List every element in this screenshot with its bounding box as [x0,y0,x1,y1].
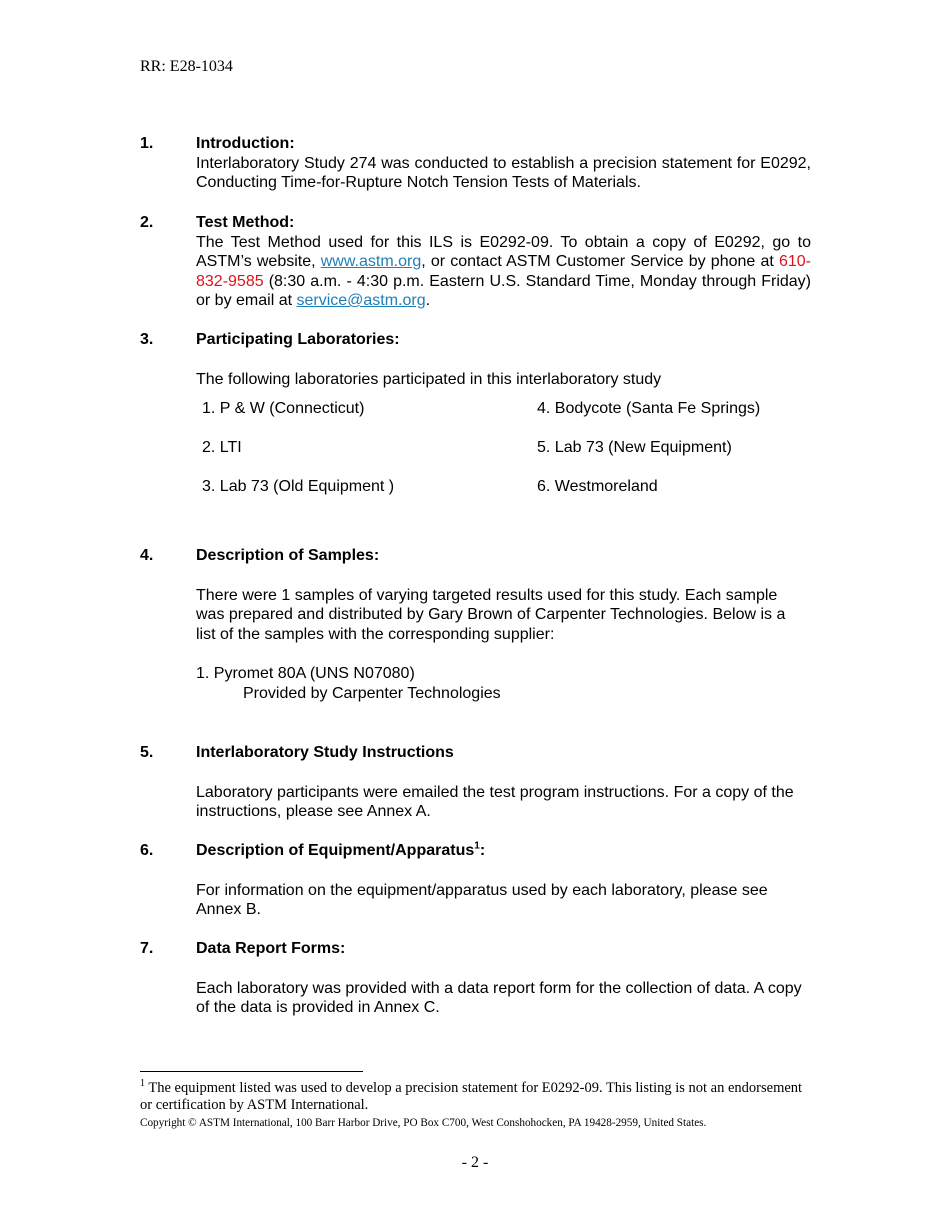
section-title-text: Description of Equipment/Apparatus [196,842,475,859]
text-segment: , or contact ASTM Customer Service by phone at [421,253,779,270]
section-text: For information on the equipment/apparatus used by each laboratory, please see Annex B. [196,881,768,918]
section-title [196,841,811,861]
section-text: Interlaboratory Study 274 was conducted to establish a precision statement for E0292, Conducting Time-for-Rupture Notch Tension Tests of Materials. [196,154,811,191]
text-segment: The Test Method used for this ILS is E0292-09. To obtain a copy of E0292, go to ASTM’s website, [196,233,811,270]
section-title: Participating Laboratories: [196,331,400,348]
section-number: 3. [140,331,154,348]
section-number: 6. [140,842,154,859]
footnote-text: The equipment listed was used to develop a precision statement for E0292-09. This listing is not an endorsement or certification by ASTM International. [140,1080,803,1113]
section-text: The following laboratories participated in this interlaboratory study [196,370,662,388]
section-number: 7. [140,940,154,957]
text-segment: . [425,292,431,309]
section-title: Data Report Forms: [196,940,346,957]
sample-item: 1. Pyromet 80A (UNS N07080) [196,665,415,682]
list-item: 5. Lab 73 (New Equipment) [537,439,732,456]
section-title: Description of Samples: [196,547,380,564]
list-item: 1. P & W (Connecticut) [202,400,365,417]
footnote [140,1080,812,1114]
footnote-reference: 1 [474,840,480,852]
list-item: 4. Bodycote (Santa Fe Springs) [537,400,761,417]
section-number: 1. [140,135,154,152]
sample-provider: Provided by Carpenter Technologies [243,684,501,702]
section-number: 5. [140,744,154,761]
section-title: Test Method: [196,214,295,231]
laboratory-list [196,399,811,499]
document-reference: RR: E28-1034 [140,58,233,75]
phone-number: 610-832-9585 [196,253,812,290]
section-number: 4. [140,547,154,564]
list-item: 6. Westmoreland [537,478,658,495]
section-title: Introduction: [196,135,295,152]
list-item: 3. Lab 73 (Old Equipment ) [202,478,395,495]
page-number: - 2 - [461,1154,489,1171]
footnote-marker: 1 [140,1078,145,1090]
section-text [196,233,811,311]
section-number: 2. [140,214,154,231]
section-text: Each laboratory was provided with a data report form for the collection of data. A copy of the data is provided in Annex C. [196,979,802,1016]
text-segment: (8:30 a.m. - 4:30 p.m. Eastern U.S. Standard Time, Monday through Friday) or by email at [196,272,811,309]
footnote-divider [140,1071,363,1072]
list-item: 2. LTI [202,439,242,456]
copyright-notice: Copyright © ASTM International, 100 Barr Harbor Drive, PO Box C700, West Conshohocken, PA 19428-2959, United States. [140,1117,707,1129]
service-email-link[interactable]: service@astm.org [296,292,426,309]
section-text: There were 1 samples of varying targeted results used for this study. Each sample was prepared and distributed by Gary Brown of Carpenter Technologies. Below is a list of the samples with the corresponding supplier: [196,586,786,643]
section-title: Interlaboratory Study Instructions [196,744,454,761]
section-title-suffix: : [479,842,486,859]
astm-website-link[interactable]: www.astm.org [320,253,422,270]
section-text: Laboratory participants were emailed the test program instructions. For a copy of the instructions, please see Annex A. [196,783,794,820]
